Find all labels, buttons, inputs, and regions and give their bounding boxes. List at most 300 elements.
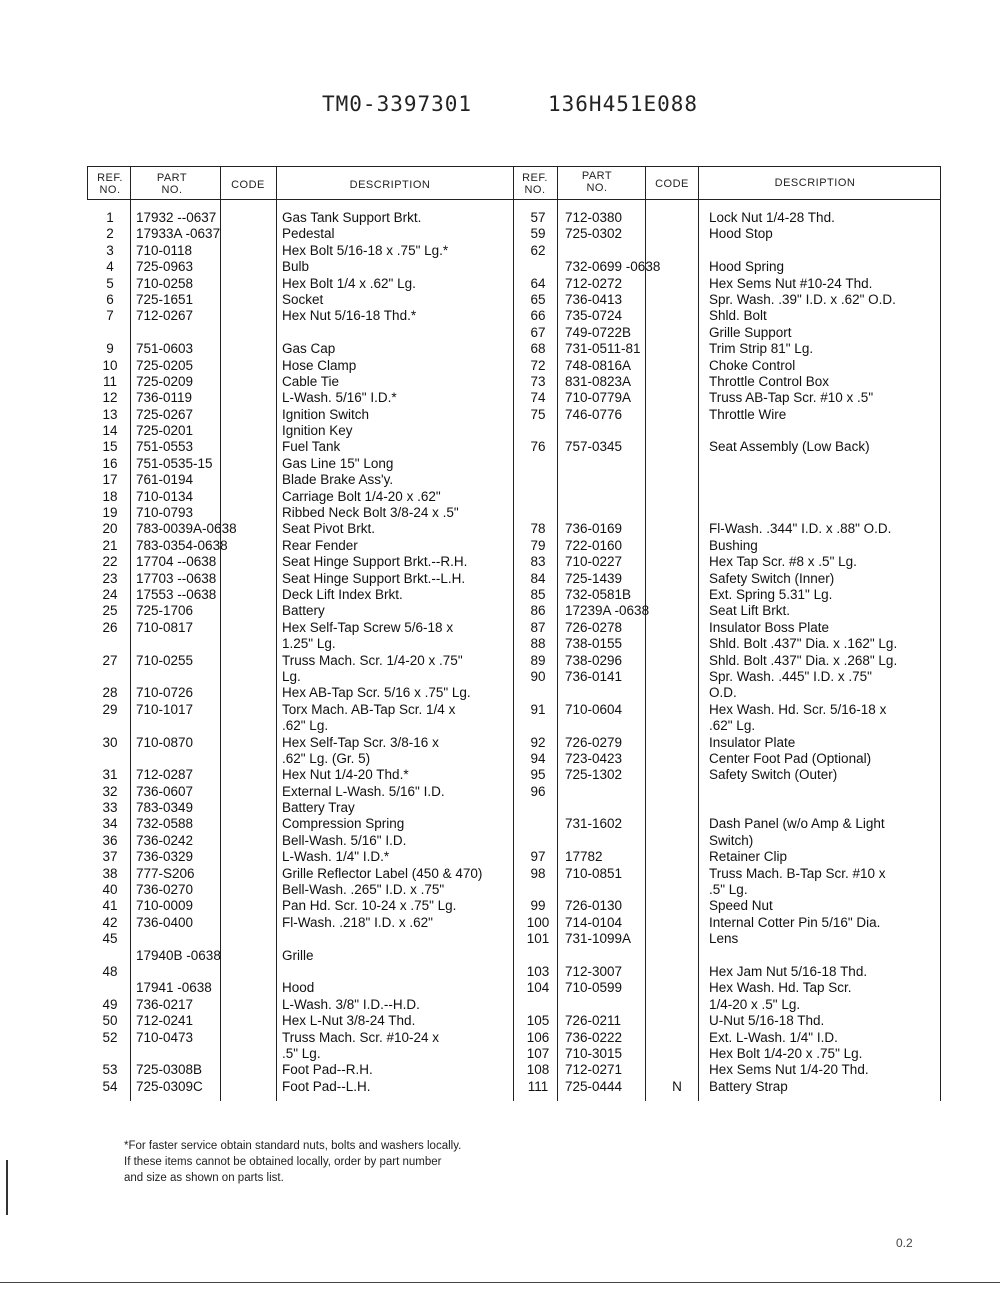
- description-cell: .62" Lg.: [282, 718, 329, 734]
- part-no-cell: 17940B -0638: [136, 947, 221, 963]
- ref-no-cell: 73: [530, 373, 546, 389]
- ref-no-cell: 41: [102, 898, 118, 914]
- ref-no-cell: 67: [530, 324, 546, 340]
- table-row: [0, 390, 1000, 406]
- description-cell: Hex AB-Tap Scr. 5/16 x .75" Lg.: [282, 685, 471, 701]
- table-row: [0, 308, 1000, 324]
- footnote: [124, 1138, 461, 1186]
- description-cell: Truss Mach. Scr. 1/4-20 x .75": [282, 652, 463, 668]
- ref-no-cell: 16: [102, 455, 118, 471]
- part-no-cell: 761-0194: [136, 472, 194, 488]
- table-row: [0, 915, 1000, 931]
- description-cell: O.D.: [709, 685, 737, 701]
- table-row: [0, 276, 1000, 292]
- description-cell: Pedestal: [282, 226, 335, 242]
- description-cell: Seat Assembly (Low Back): [709, 439, 870, 455]
- part-no-cell: 731-1602: [565, 816, 623, 832]
- table-row: [0, 833, 1000, 849]
- description-cell: Hex Nut 5/16-18 Thd.*: [282, 308, 417, 324]
- table-row: [0, 997, 1000, 1013]
- description-cell: Ext. Spring 5.31" Lg.: [709, 586, 833, 602]
- part-no-cell: 751-0603: [136, 341, 194, 357]
- description-cell: Bulb: [282, 259, 310, 275]
- ref-no-cell: 103: [526, 963, 550, 979]
- part-no-cell: 725-1651: [136, 291, 194, 307]
- part-no-cell: 712-0271: [565, 1062, 623, 1078]
- part-no-cell: 732-0581B: [565, 586, 632, 602]
- ref-no-cell: 74: [530, 390, 546, 406]
- ref-no-cell: 24: [102, 586, 118, 602]
- table-row: [0, 620, 1000, 636]
- ref-no-cell: 111: [527, 1078, 549, 1094]
- part-no-cell: 710-0258: [136, 275, 194, 291]
- description-cell: Spr. Wash. .39" I.D. x .62" O.D.: [709, 291, 896, 307]
- table-row: [0, 1079, 1000, 1095]
- description-cell: Internal Cotter Pin 5/16" Dia.: [709, 914, 881, 930]
- ref-no-cell: 48: [102, 963, 118, 979]
- description-cell: Seat Pivot Brkt.: [282, 521, 376, 537]
- part-no-cell: 710-3015: [565, 1045, 623, 1061]
- ref-no-cell: 106: [526, 1029, 550, 1045]
- ref-no-cell: 37: [102, 849, 118, 865]
- description-cell: Deck Lift Index Brkt.: [282, 586, 403, 602]
- ref-no-cell: 88: [530, 636, 546, 652]
- table-row: [0, 587, 1000, 603]
- description-cell: Truss Mach. Scr. #10-24 x: [282, 1029, 440, 1045]
- ref-no-cell: 104: [526, 980, 550, 996]
- part-no-cell: 738-0296: [565, 652, 623, 668]
- table-row: [0, 882, 1000, 898]
- ref-no-cell: 10: [102, 357, 118, 373]
- part-no-cell: 712-0241: [136, 1013, 194, 1029]
- part-no-cell: 725-0302: [565, 226, 623, 242]
- description-cell: .62" Lg.: [709, 718, 756, 734]
- description-cell: Grille Reflector Label (450 & 470): [282, 865, 483, 881]
- table-row: [0, 374, 1000, 390]
- table-row: [0, 571, 1000, 587]
- ref-no-cell: 12: [102, 390, 118, 406]
- part-no-cell: 710-0726: [136, 685, 194, 701]
- table-row: [0, 210, 1000, 226]
- part-no-cell: 17933A -0637: [136, 226, 221, 242]
- description-cell: Bushing: [709, 537, 758, 553]
- part-no-cell: 710-0227: [565, 554, 623, 570]
- description-cell: Seat Hinge Support Brkt.--R.H.: [282, 554, 468, 570]
- table-row: [0, 341, 1000, 357]
- table-row: [0, 489, 1000, 505]
- part-no-cell: 710-0255: [136, 652, 194, 668]
- description-cell: Hex Self-Tap Scr. 3/8-16 x: [282, 734, 439, 750]
- code-cell: N: [672, 1078, 682, 1094]
- description-cell: Hex Nut 1/4-20 Thd.*: [282, 767, 409, 783]
- part-no-cell: 725-0963: [136, 259, 194, 275]
- part-no-cell: 736-0119: [136, 390, 193, 406]
- description-cell: Fuel Tank: [282, 439, 341, 455]
- ref-no-cell: 1: [106, 210, 114, 225]
- description-cell: Switch): [709, 832, 754, 848]
- part-no-cell: 751-0535-15: [136, 455, 213, 471]
- col-ref-no-left: REF. NO.: [97, 172, 123, 196]
- table-row: [0, 669, 1000, 685]
- description-cell: U-Nut 5/16-18 Thd.: [709, 1013, 825, 1029]
- part-no-cell: 726-0130: [565, 898, 623, 914]
- ref-no-cell: 75: [530, 406, 546, 422]
- table-row: [0, 1046, 1000, 1062]
- table-row: [0, 866, 1000, 882]
- description-cell: Ext. L-Wash. 1/4" I.D.: [709, 1029, 838, 1045]
- part-code: 136H451E088: [548, 92, 699, 116]
- col-description-left: DESCRIPTION: [349, 179, 431, 191]
- part-no-cell: 749-0722B: [565, 324, 632, 340]
- table-row: [0, 439, 1000, 455]
- part-no-cell: 725-0267: [136, 406, 194, 422]
- part-no-cell: 783-0039A-0638: [136, 521, 237, 537]
- table-row: [0, 931, 1000, 947]
- ref-no-cell: 36: [102, 832, 118, 848]
- part-no-cell: 751-0553: [136, 439, 194, 455]
- part-no-cell: 725-0309C: [136, 1078, 203, 1094]
- description-cell: Hex L-Nut 3/8-24 Thd.: [282, 1013, 416, 1029]
- ref-no-cell: 40: [102, 882, 118, 898]
- part-no-cell: 736-0222: [565, 1029, 623, 1045]
- col-ref-no-right: REF. NO.: [522, 172, 548, 196]
- table-row: [0, 505, 1000, 521]
- table-row: [0, 538, 1000, 554]
- ref-no-cell: 50: [102, 1013, 118, 1029]
- footnote-line-2: If these items cannot be obtained locally, order by part number: [124, 1156, 442, 1168]
- part-no-cell: 710-0870: [136, 734, 194, 750]
- description-cell: Foot Pad--R.H.: [282, 1062, 373, 1078]
- ref-no-cell: 6: [106, 291, 114, 307]
- description-cell: Battery: [282, 603, 325, 619]
- part-no-cell: 712-0267: [136, 308, 194, 324]
- ref-no-cell: 105: [526, 1013, 550, 1029]
- part-no-cell: 710-0817: [136, 619, 194, 635]
- description-cell: Gas Line 15" Long: [282, 455, 394, 471]
- description-cell: Safety Switch (Inner): [709, 570, 835, 586]
- description-cell: Throttle Control Box: [709, 373, 830, 389]
- ref-no-cell: 94: [530, 750, 546, 766]
- table-row: [0, 472, 1000, 488]
- ref-no-cell: 83: [530, 554, 546, 570]
- part-no-cell: 725-0205: [136, 357, 194, 373]
- ref-no-cell: 65: [530, 291, 546, 307]
- description-cell: Gas Cap: [282, 341, 336, 357]
- ref-no-cell: 87: [530, 619, 546, 635]
- table-row: [0, 243, 1000, 259]
- part-no-cell: 710-0473: [136, 1029, 194, 1045]
- ref-no-cell: 2: [106, 226, 114, 242]
- ref-no-cell: 107: [526, 1045, 550, 1061]
- table-row: [0, 1062, 1000, 1078]
- ref-no-cell: 30: [102, 734, 118, 750]
- description-cell: .5" Lg.: [709, 882, 748, 898]
- part-no-cell: 725-0201: [136, 423, 194, 439]
- description-cell: Hex Jam Nut 5/16-18 Thd.: [709, 963, 868, 979]
- ref-no-cell: 17: [102, 472, 118, 488]
- description-cell: Fl-Wash. .344" I.D. x .88" O.D.: [709, 521, 892, 537]
- bottom-rule: [0, 1282, 1000, 1283]
- table-row: [0, 816, 1000, 832]
- description-cell: Hex Bolt 1/4-20 x .75" Lg.: [709, 1045, 863, 1061]
- part-no-cell: 710-0851: [565, 865, 623, 881]
- ref-no-cell: 3: [106, 242, 114, 258]
- description-cell: External L-Wash. 5/16" I.D.: [282, 783, 445, 799]
- part-no-cell: 712-0272: [565, 275, 623, 291]
- ref-no-cell: 72: [530, 357, 546, 373]
- ref-no-cell: 98: [530, 865, 546, 881]
- table-row: [0, 751, 1000, 767]
- ref-no-cell: 62: [530, 242, 546, 258]
- ref-no-cell: 100: [526, 914, 550, 930]
- table-row: [0, 325, 1000, 341]
- part-no-cell: 736-0270: [136, 882, 194, 898]
- part-no-cell: 736-0413: [565, 291, 623, 307]
- part-no-cell: 17941 -0638: [136, 980, 212, 996]
- right-parts-list: [0, 210, 1000, 1095]
- part-no-cell: 710-0599: [565, 980, 623, 996]
- ref-no-cell: 96: [530, 783, 546, 799]
- table-row: [0, 964, 1000, 980]
- description-cell: Hex Self-Tap Screw 5/6-18 x: [282, 619, 454, 635]
- part-no-cell: 723-0423: [565, 750, 623, 766]
- part-no-cell: 736-0217: [136, 996, 194, 1012]
- description-cell: L-Wash. 3/8" I.D.--H.D.: [282, 996, 420, 1012]
- ref-no-cell: 90: [530, 668, 546, 684]
- description-cell: Fl-Wash. .218" I.D. x .62": [282, 914, 433, 930]
- description-cell: Grille Support: [709, 324, 792, 340]
- description-cell: Hood Stop: [709, 226, 773, 242]
- part-no-cell: 725-0444: [565, 1078, 623, 1094]
- part-no-cell: 17932 --0637: [136, 210, 217, 225]
- ref-no-cell: 19: [102, 505, 118, 521]
- description-cell: Shld. Bolt .437" Dia. x .268" Lg.: [709, 652, 898, 668]
- description-cell: .62" Lg. (Gr. 5): [282, 750, 371, 766]
- description-cell: Battery Strap: [709, 1078, 788, 1094]
- ref-no-cell: 11: [102, 373, 117, 389]
- ref-no-cell: 91: [530, 701, 546, 717]
- table-row: [0, 784, 1000, 800]
- part-no-cell: 710-0793: [136, 505, 194, 521]
- ref-no-cell: 95: [530, 767, 546, 783]
- ref-no-cell: 52: [102, 1029, 118, 1045]
- part-no-cell: 783-0349: [136, 800, 194, 816]
- part-no-cell: 738-0155: [565, 636, 623, 652]
- table-row: [0, 718, 1000, 734]
- description-cell: Hex Bolt 5/16-18 x .75" Lg.*: [282, 242, 449, 258]
- ref-no-cell: 86: [530, 603, 546, 619]
- table-row: [0, 735, 1000, 751]
- description-cell: Seat Lift Brkt.: [709, 603, 791, 619]
- ref-no-cell: 101: [526, 931, 550, 947]
- description-cell: Truss AB-Tap Scr. #10 x .5": [709, 390, 874, 406]
- part-no-cell: 710-0134: [136, 488, 194, 504]
- description-cell: Bell-Wash. 5/16" I.D.: [282, 832, 407, 848]
- description-cell: Retainer Clip: [709, 849, 788, 865]
- table-row: [0, 948, 1000, 964]
- part-no-cell: 726-0211: [565, 1013, 622, 1029]
- table-row: [0, 685, 1000, 701]
- part-no-cell: 748-0816A: [565, 357, 632, 373]
- part-no-cell: 736-0329: [136, 849, 194, 865]
- description-cell: Lg.: [282, 668, 301, 684]
- description-cell: Hex Wash. Hd. Tap Scr.: [709, 980, 852, 996]
- ref-no-cell: 68: [530, 341, 546, 357]
- part-no-cell: 17782: [565, 849, 603, 865]
- ref-no-cell: 79: [530, 537, 546, 553]
- ref-no-cell: 49: [102, 996, 118, 1012]
- table-row: [0, 1030, 1000, 1046]
- ref-no-cell: 22: [102, 554, 118, 570]
- ref-no-cell: 64: [530, 275, 546, 291]
- part-no-cell: 736-0400: [136, 914, 194, 930]
- ref-no-cell: 9: [106, 341, 114, 357]
- col-code-right: CODE: [655, 178, 689, 190]
- part-no-cell: 710-1017: [136, 701, 194, 717]
- model-code: TM0-3397301: [322, 92, 473, 116]
- part-no-cell: 731-1099A: [565, 931, 632, 947]
- ref-no-cell: 38: [102, 865, 118, 881]
- description-cell: Compression Spring: [282, 816, 405, 832]
- margin-mark: [6, 1160, 8, 1215]
- ref-no-cell: 66: [530, 308, 546, 324]
- description-cell: Lock Nut 1/4-28 Thd.: [709, 210, 835, 225]
- description-cell: 1/4-20 x .5" Lg.: [709, 996, 801, 1012]
- ref-no-cell: 28: [102, 685, 118, 701]
- table-row: [0, 980, 1000, 996]
- description-cell: Rear Fender: [282, 537, 358, 553]
- description-cell: Truss Mach. B-Tap Scr. #10 x: [709, 865, 886, 881]
- table-row: [0, 456, 1000, 472]
- description-cell: Safety Switch (Outer): [709, 767, 838, 783]
- description-cell: L-Wash. 1/4" I.D.*: [282, 849, 390, 865]
- part-no-cell: 712-0287: [136, 767, 194, 783]
- description-cell: Blade Brake Ass'y.: [282, 472, 394, 488]
- description-cell: Ignition Key: [282, 423, 353, 439]
- description-cell: Lens: [709, 931, 739, 947]
- part-no-cell: 714-0104: [565, 914, 623, 930]
- description-cell: Insulator Boss Plate: [709, 619, 830, 635]
- ref-no-cell: 25: [102, 603, 118, 619]
- ref-no-cell: 21: [102, 537, 118, 553]
- part-no-cell: 725-0209: [136, 373, 194, 389]
- description-cell: Shld. Bolt .437" Dia. x .162" Lg.: [709, 636, 898, 652]
- description-cell: Socket: [282, 291, 324, 307]
- ref-no-cell: 85: [530, 586, 546, 602]
- description-cell: Dash Panel (w/o Amp & Light: [709, 816, 885, 832]
- table-row: [0, 1013, 1000, 1029]
- ref-no-cell: 45: [102, 931, 118, 947]
- table-row: [0, 603, 1000, 619]
- table-row: [0, 767, 1000, 783]
- table-row: [0, 292, 1000, 308]
- part-no-cell: 783-0354-0638: [136, 537, 228, 553]
- part-no-cell: 777-S206: [136, 865, 195, 881]
- table-row: [0, 521, 1000, 537]
- description-cell: Throttle Wire: [709, 406, 787, 422]
- part-no-cell: 710-0779A: [565, 390, 632, 406]
- ref-no-cell: 7: [106, 308, 114, 324]
- description-cell: Torx Mach. AB-Tap Scr. 1/4 x: [282, 701, 456, 717]
- description-cell: Battery Tray: [282, 800, 355, 816]
- part-no-cell: 710-0009: [136, 898, 194, 914]
- description-cell: Shld. Bolt: [709, 308, 767, 324]
- part-no-cell: 736-0169: [565, 521, 623, 537]
- description-cell: Hex Sems Nut 1/4-20 Thd.: [709, 1062, 869, 1078]
- col-part-no-left: PART NO.: [156, 172, 188, 196]
- ref-no-cell: 4: [106, 259, 114, 275]
- ref-no-cell: 92: [530, 734, 546, 750]
- description-cell: L-Wash. 5/16" I.D.*: [282, 390, 397, 406]
- ref-no-cell: 26: [102, 619, 118, 635]
- part-no-cell: 712-0380: [565, 210, 623, 225]
- description-cell: Pan Hd. Scr. 10-24 x .75" Lg.: [282, 898, 457, 914]
- page-mark: 0.2: [896, 1236, 913, 1250]
- part-no-cell: 736-0242: [136, 832, 194, 848]
- ref-no-cell: 108: [526, 1062, 550, 1078]
- description-cell: Seat Hinge Support Brkt.--L.H.: [282, 570, 466, 586]
- ref-no-cell: 13: [102, 406, 118, 422]
- part-no-cell: 710-0604: [565, 701, 623, 717]
- description-cell: Hose Clamp: [282, 357, 357, 373]
- table-row: [0, 653, 1000, 669]
- ref-no-cell: 20: [102, 521, 118, 537]
- description-cell: Spr. Wash. .445" I.D. x .75": [709, 668, 872, 684]
- table-row: [0, 554, 1000, 570]
- ref-no-cell: 29: [102, 701, 118, 717]
- part-no-cell: 725-0308B: [136, 1062, 203, 1078]
- ref-no-cell: 99: [530, 898, 546, 914]
- description-cell: Grille: [282, 947, 314, 963]
- ref-no-cell: 34: [102, 816, 118, 832]
- col-part-no-right: PART NO.: [581, 170, 613, 194]
- table-row: [0, 800, 1000, 816]
- part-no-cell: 725-1439: [565, 570, 623, 586]
- ref-no-cell: 89: [530, 652, 546, 668]
- part-no-cell: 735-0724: [565, 308, 623, 324]
- description-cell: Ignition Switch: [282, 406, 370, 422]
- description-cell: Foot Pad--L.H.: [282, 1078, 371, 1094]
- ref-no-cell: 14: [102, 423, 118, 439]
- ref-no-cell: 23: [102, 570, 118, 586]
- ref-no-cell: 57: [530, 210, 546, 225]
- table-row: [0, 407, 1000, 423]
- part-no-cell: 725-1706: [136, 603, 194, 619]
- ref-no-cell: 5: [106, 275, 114, 291]
- description-cell: Bell-Wash. .265" I.D. x .75": [282, 882, 445, 898]
- description-cell: Trim Strip 81" Lg.: [709, 341, 814, 357]
- part-no-cell: 757-0345: [565, 439, 623, 455]
- part-no-cell: 732-0699 -0638: [565, 259, 661, 275]
- part-no-cell: 17553 --0638: [136, 586, 217, 602]
- table-row: [0, 423, 1000, 439]
- description-cell: Gas Tank Support Brkt.: [282, 210, 422, 225]
- part-no-cell: 726-0278: [565, 619, 623, 635]
- part-no-cell: 725-1302: [565, 767, 623, 783]
- table-row: [0, 702, 1000, 718]
- description-cell: Cable Tie: [282, 373, 340, 389]
- description-cell: Ribbed Neck Bolt 3/8-24 x .5": [282, 505, 459, 521]
- description-cell: Hood: [282, 980, 315, 996]
- description-cell: .5" Lg.: [282, 1045, 321, 1061]
- ref-no-cell: 18: [102, 488, 118, 504]
- description-cell: Hex Wash. Hd. Scr. 5/16-18 x: [709, 701, 887, 717]
- description-cell: Speed Nut: [709, 898, 773, 914]
- table-row: [0, 898, 1000, 914]
- description-cell: Hex Bolt 1/4 x .62" Lg.: [282, 275, 416, 291]
- ref-no-cell: 76: [530, 439, 546, 455]
- part-no-cell: 746-0776: [565, 406, 623, 422]
